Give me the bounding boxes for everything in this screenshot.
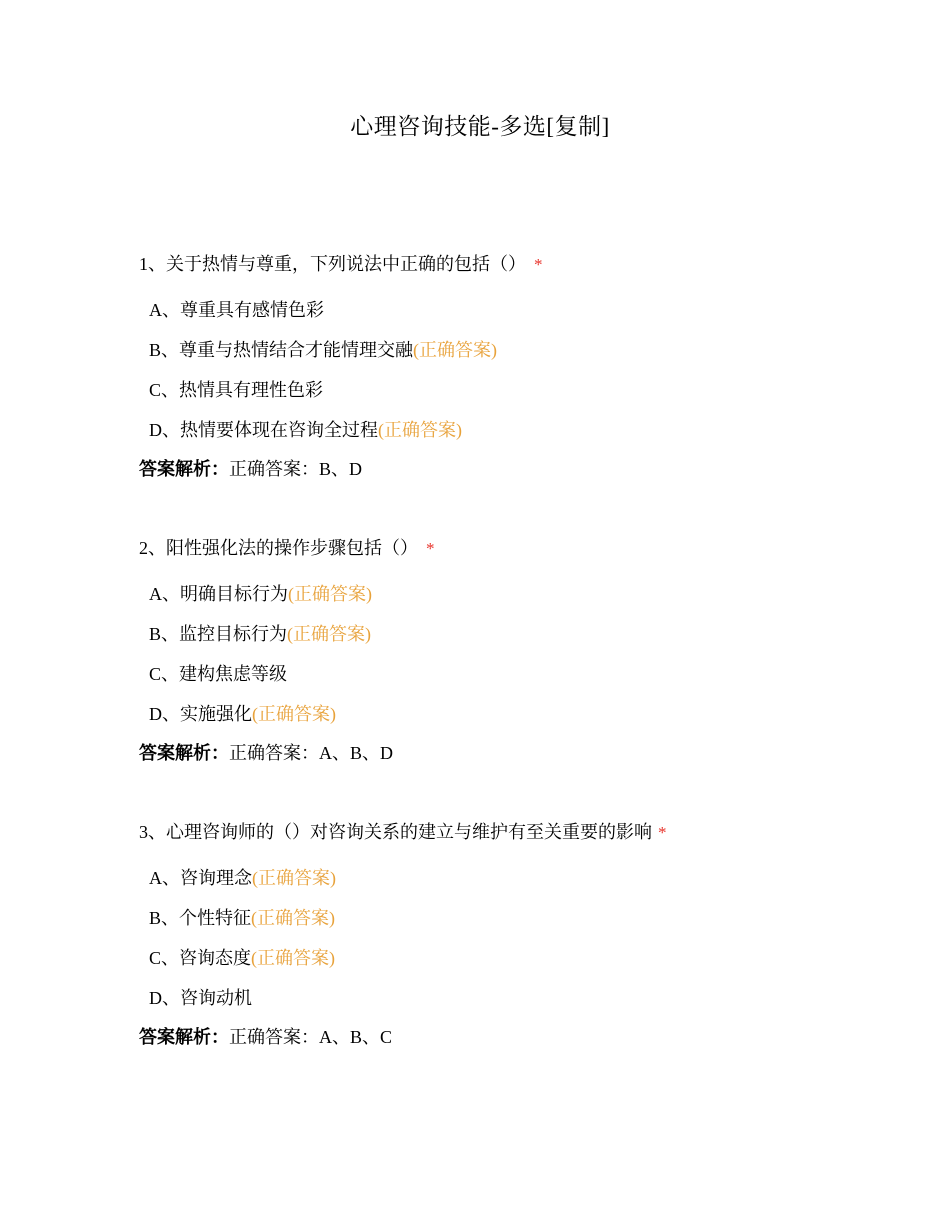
option-a: A、明确目标行为(正确答案) — [149, 584, 372, 604]
required-mark: * — [534, 255, 543, 274]
option-d: D、实施强化(正确答案) — [149, 704, 336, 724]
analysis-label: 答案解析： — [139, 1027, 229, 1047]
option-d: D、咨询动机 — [149, 988, 252, 1008]
correct-answer-mark: (正确答案) — [287, 624, 372, 644]
correct-answer-mark: (正确答案) — [252, 868, 336, 888]
analysis-text: 正确答案：A、B、C — [229, 1027, 393, 1047]
correct-answer-mark: (正确答案) — [252, 704, 336, 724]
question-text: 2、阳性强化法的操作步骤包括（） * — [139, 538, 435, 558]
analysis-text: 正确答案：B、D — [229, 459, 363, 479]
question-1 — [139, 251, 859, 482]
analysis-label: 答案解析： — [139, 743, 229, 763]
option-c: C、咨询态度(正确答案) — [149, 948, 336, 968]
correct-answer-mark: (正确答案) — [251, 948, 336, 968]
answer-analysis — [139, 740, 859, 766]
document-title: 心理咨询技能-多选[复制] — [350, 114, 610, 139]
correct-answer-mark: (正确答案) — [288, 584, 372, 604]
option-b: B、个性特征(正确答案) — [149, 908, 336, 928]
question-3 — [139, 819, 859, 1050]
option-a: A、尊重具有感情色彩 — [149, 300, 324, 320]
correct-answer-mark: (正确答案) — [251, 908, 336, 928]
option-b: B、监控目标行为(正确答案) — [149, 624, 372, 644]
option-d: D、热情要体现在咨询全过程(正确答案) — [149, 420, 462, 440]
option-c: C、建构焦虑等级 — [149, 664, 288, 684]
question-text: 3、心理咨询师的（）对咨询关系的建立与维护有至关重要的影响 * — [139, 822, 667, 842]
analysis-label: 答案解析： — [139, 459, 229, 479]
question-2 — [139, 535, 859, 766]
required-mark: * — [426, 539, 435, 558]
correct-answer-mark: (正确答案) — [378, 420, 462, 440]
correct-answer-mark: (正确答案) — [413, 340, 498, 360]
answer-analysis — [139, 1024, 859, 1050]
analysis-text: 正确答案：A、B、D — [229, 743, 394, 763]
option-b: B、尊重与热情结合才能情理交融(正确答案) — [149, 340, 498, 360]
answer-analysis — [139, 456, 859, 482]
required-mark: * — [658, 823, 667, 842]
option-a: A、咨询理念(正确答案) — [149, 868, 336, 888]
option-c: C、热情具有理性色彩 — [149, 380, 324, 400]
question-text: 1、关于热情与尊重，下列说法中正确的包括（） * — [139, 254, 543, 274]
